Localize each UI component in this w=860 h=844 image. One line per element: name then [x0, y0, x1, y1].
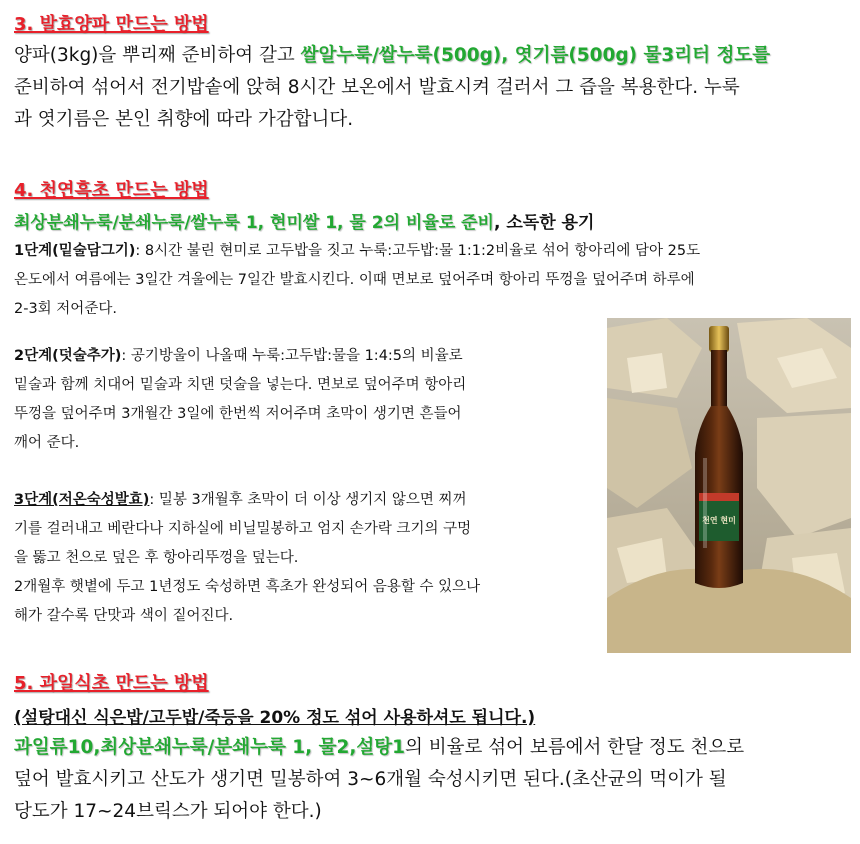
- section3-line3: 과 엿기름은 본인 취향에 따라 가감합니다.: [14, 109, 354, 130]
- section5-ingredients: 과일류10,최상분쇄누룩/분쇄누룩 1, 물2,설탕1: [14, 737, 406, 758]
- step3-label: 3단계(저온숙성발효): [14, 492, 150, 508]
- section3-heading: 3. 발효양파 만드는 방법: [14, 14, 209, 35]
- section3-line2: 준비하여 섞어서 전기밥솥에 앉혀 8시간 보온에서 발효시켜 걸러서 그 즙을 복용한다. 누룩: [14, 77, 740, 98]
- section4-step3: 3단계(저온숙성발효): 밀봉 3개월후 초막이 더 이상 생기지 않으면 찌꺼 기를 걸러내고 베란다나 지하실에 비닐밀봉하고 엄지 손가락 크기의 구멍 을 뚫고 천으로 덮은 후 항아리뚜껑을 덮는다. 2개월후 햇볕에 두고 1년정도 숙성하면 흑초가 완성되어 음용할 수 있으나 해가 갈수록 단맛과 색이 짙어진다.: [14, 492, 481, 624]
- section3-body: [14, 40, 854, 136]
- section3-ingredients: 쌀알누룩/쌀누룩(500g), 엿기름(500g) 물3리터 정도를: [300, 45, 771, 66]
- section4-step1: 1단계(밑술담그기): 8시간 불린 현미로 고두밥을 짓고 누룩:고두밥:물 1:1:2비율로 섞어 항아리에 담아 25도 온도에서 여름에는 3일간 겨울에는 7일간 발효시킨다. 이때 면보로 덮어주며 항아리 뚜껑을 덮어주며 하루에 2-3회 저어준다.: [14, 243, 701, 317]
- section3-line1: 양파(3kg)을 뿌리째 준비하여 갈고 쌀알누룩/쌀누룩(500g), 엿기름(500g) 물3리터 정도를: [14, 45, 771, 66]
- step2-label: 2단계(덧술추가): [14, 348, 122, 364]
- section5-note: (설탕대신 식은밥/고두밥/죽등을 20% 정도 섞어 사용하셔도 됩니다.): [14, 708, 536, 728]
- bottle-label: 천연 현미: [702, 516, 736, 525]
- section4-heading: 4. 천연흑초 만드는 방법: [14, 180, 209, 201]
- section4-step2: 2단계(덧술추가): 공기방울이 나올때 누룩:고두밥:물을 1:4:5의 비율로 밑술과 함께 치대어 밑술과 치댄 덧술을 넣는다. 면보로 덮어주며 항아리 뚜껑을 덮어주며 3개월간 3일에 한번씩 저어주며 초막이 생기면 흔들어 깨어 준다.: [14, 348, 467, 451]
- section4-intro: 최상분쇄누룩/분쇄누룩/쌀누룩 1, 현미쌀 1, 물 2의 비율로 준비, 소독한 용기: [14, 213, 595, 233]
- step1-label: 1단계(밑술담그기): [14, 243, 136, 259]
- section5-heading: 5. 과일식초 만드는 방법: [14, 673, 209, 694]
- section5-body: 과일류10,최상분쇄누룩/분쇄누룩 1, 물2,설탕1의 비율로 섞어 보름에서 한달 정도 천으로 덮어 발효시키고 산도가 생기면 밀봉하여 3~6개월 숙성시키면 된다.(초산균의 먹이가 될 당도가 17~24브릭스가 되어야 한다.): [14, 737, 745, 822]
- vinegar-bottle-photo: [607, 318, 851, 653]
